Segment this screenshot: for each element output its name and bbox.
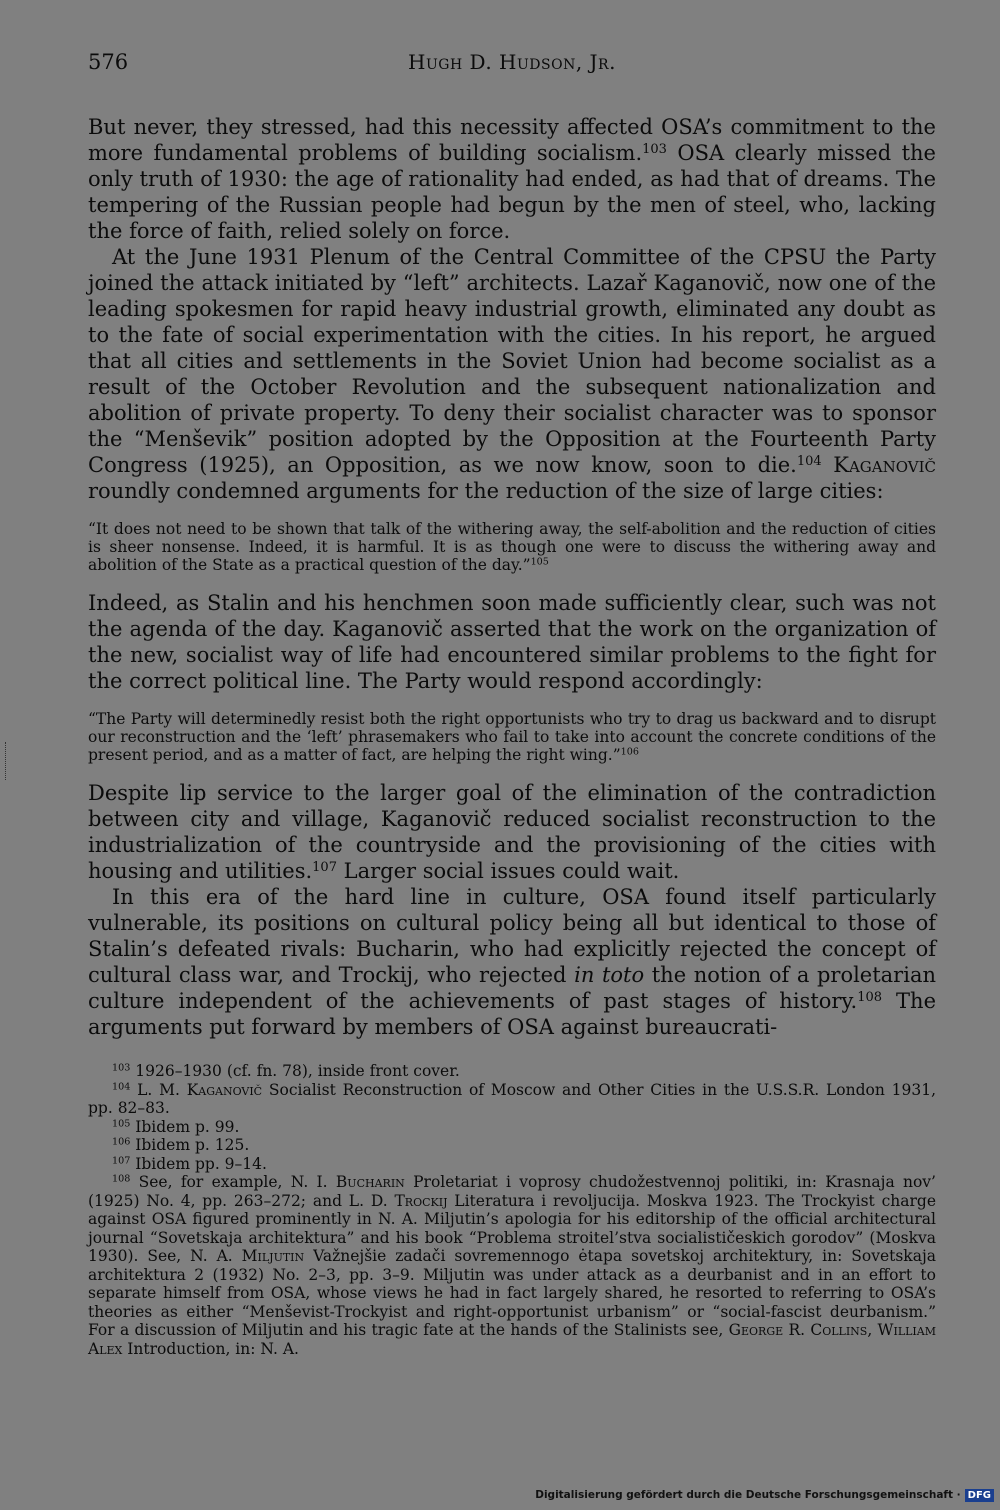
author-name: Kaganovič bbox=[833, 453, 936, 477]
block-quote-1: “It does not need to be shown that talk of the withering away, the self-abolition and the reduction of cities is sheer nonsense. Indeed, it is harmful. It is as though one were to discuss the withering away and abolition of the State as a practical question of the day.”$^{105}$ bbox=[88, 520, 936, 574]
page-content bbox=[88, 114, 936, 1358]
paragraph-5: In this era of the hard line in culture, OSA found itself particularly vulnerable, its positions on cultural policy being all but identical to those of Stalin’s defeated rivals: Bucharin, who had explicitly rejected the concept of cultural class war, and Trockij, who rejected in toto the notion of a proletarian culture independent of the achievements of past stages of history.$^{108}$ The arguments put forward by members of OSA against bureaucrati- bbox=[88, 885, 937, 1039]
dfg-logo: DFG bbox=[965, 1489, 994, 1502]
paragraph-3: Indeed, as Stalin and his henchmen soon made sufficiently clear, such was not the agenda of the day. Kaganovič asserted that the work on the organization of the new, socialist way of life had encountered similar problems to the fight for the correct political line. The Party would respond accordingly: bbox=[88, 591, 936, 693]
footnote-ref-103: 103 bbox=[642, 141, 667, 157]
footnote-108: $^{108}$ See, for example, N. I. Bucharin Proletariat i voprosy chudožestvennoj politiki, in: Krasnaja nov’ (1925) No. 4, pp. 263–272; and L. D. Trockij Literatura i revoljucija. Moskva 1923. The Trockyist charge against OSA figured prominently in N. A. Miljutin’s apologia for his editorship of the official architectural journal “Sovetskaja architektura” and his book “Problema stroitel’stva socialističeskich gorodov” (Moskva 1930). See, N. A. Miljutin Važnejšie zadači sovremennogo ėtapa sovetskoj architektury, in: Sovetskaja architektura 2 (1932) No. 2–3, pp. 3–9. Miljutin was under attack as a deurbanist and in an effort to separate himself from OSA, whose views he had in fact largely shared, he resorted to referring to OSA’s theories as either “Menševist-Trockyist and right-opportunist urbanism” or “social-fascist deurbanism.” For a discussion of Miljutin and his tragic fate at the hands of the Stalinists see, George R. Collins, William Alex Introduction, in: N. A. bbox=[88, 1173, 936, 1358]
footnote-107: $^{107}$ Ibidem pp. 9–14. bbox=[112, 1154, 267, 1173]
footnote-ref-104: 104 bbox=[796, 453, 822, 469]
footnote-ref-108: 108 bbox=[857, 989, 883, 1005]
footnote-ref-105: 105 bbox=[530, 556, 549, 568]
page-header bbox=[88, 50, 936, 80]
footnote-ref-107: 107 bbox=[312, 859, 337, 875]
italic-phrase: in toto bbox=[574, 963, 645, 987]
page-number: 576 bbox=[88, 50, 129, 74]
footnote-103: $^{103}$ 1926–1930 (cf. fn. 78), inside front cover. bbox=[112, 1062, 460, 1080]
digitization-credit: Digitalisierung gefördert durch die Deutsche Forschungsgemeinschaft · bbox=[535, 1489, 961, 1501]
footnotes bbox=[88, 1062, 936, 1358]
paragraph-1: But never, they stressed, had this necessity affected OSA’s commitment to the more fundamental problems of building socialism.$^{103}$ OSA clearly missed the only truth of 1930: the age of rationality had ended, as had that of dreams. The tempering of the Russian people had begun by the men of steel, who, lacking the force of faith, relied solely on force. bbox=[88, 115, 936, 243]
paragraph-4: Despite lip service to the larger goal of the elimination of the contradiction between city and village, Kaganovič reduced socialist reconstruction to the industrialization of the countryside and the provisioning of the cities with housing and utilities.$^{107}$ Larger social issues could wait. bbox=[88, 781, 936, 883]
footnote-105: $^{105}$ Ibidem p. 99. bbox=[112, 1117, 240, 1136]
footnote-104: $^{104}$ L. M. Kaganovič Socialist Reconstruction of Moscow and Other Cities in the U.S.S.R. London 1931, pp. 82–83. bbox=[88, 1080, 936, 1117]
paragraph-2: At the June 1931 Plenum of the Central Committee of the CPSU the Party joined the attack initiated by “left” architects. Lazař Kaganovič, now one of the leading spokesmen for rapid heavy industrial growth, eliminated any doubt as to the fate of social experimentation with the cities. In his report, he argued that all cities and settlements in the Soviet Union had become socialist as a result of the October Revolution and the subsequent nationalization and abolition of private property. To deny their socialist character was to sponsor the “Menševik” position adopted by the Opposition at the Fourteenth Party Congress (1925), an Opposition, as we now know, soon to die.$^{104}$ Kaganovič roundly condemned arguments for the reduction of the size of large cities: bbox=[88, 245, 936, 503]
footnote-ref-106: 106 bbox=[620, 746, 639, 758]
footnote-106: $^{106}$ Ibidem p. 125. bbox=[112, 1136, 250, 1154]
running-head: Hugh D. Hudson, Jr. bbox=[408, 50, 616, 74]
block-quote-2: “The Party will determinedly resist both the right opportunists who try to drag us backward and to disrupt our reconstruction and the ‘left’ phrasemakers who fail to take into account the concrete conditions of the present period, and as a matter of fact, are helping the right wing.”$^{106}$ bbox=[88, 710, 936, 764]
digitization-footer bbox=[535, 1486, 994, 1504]
margin-mark bbox=[5, 742, 12, 780]
